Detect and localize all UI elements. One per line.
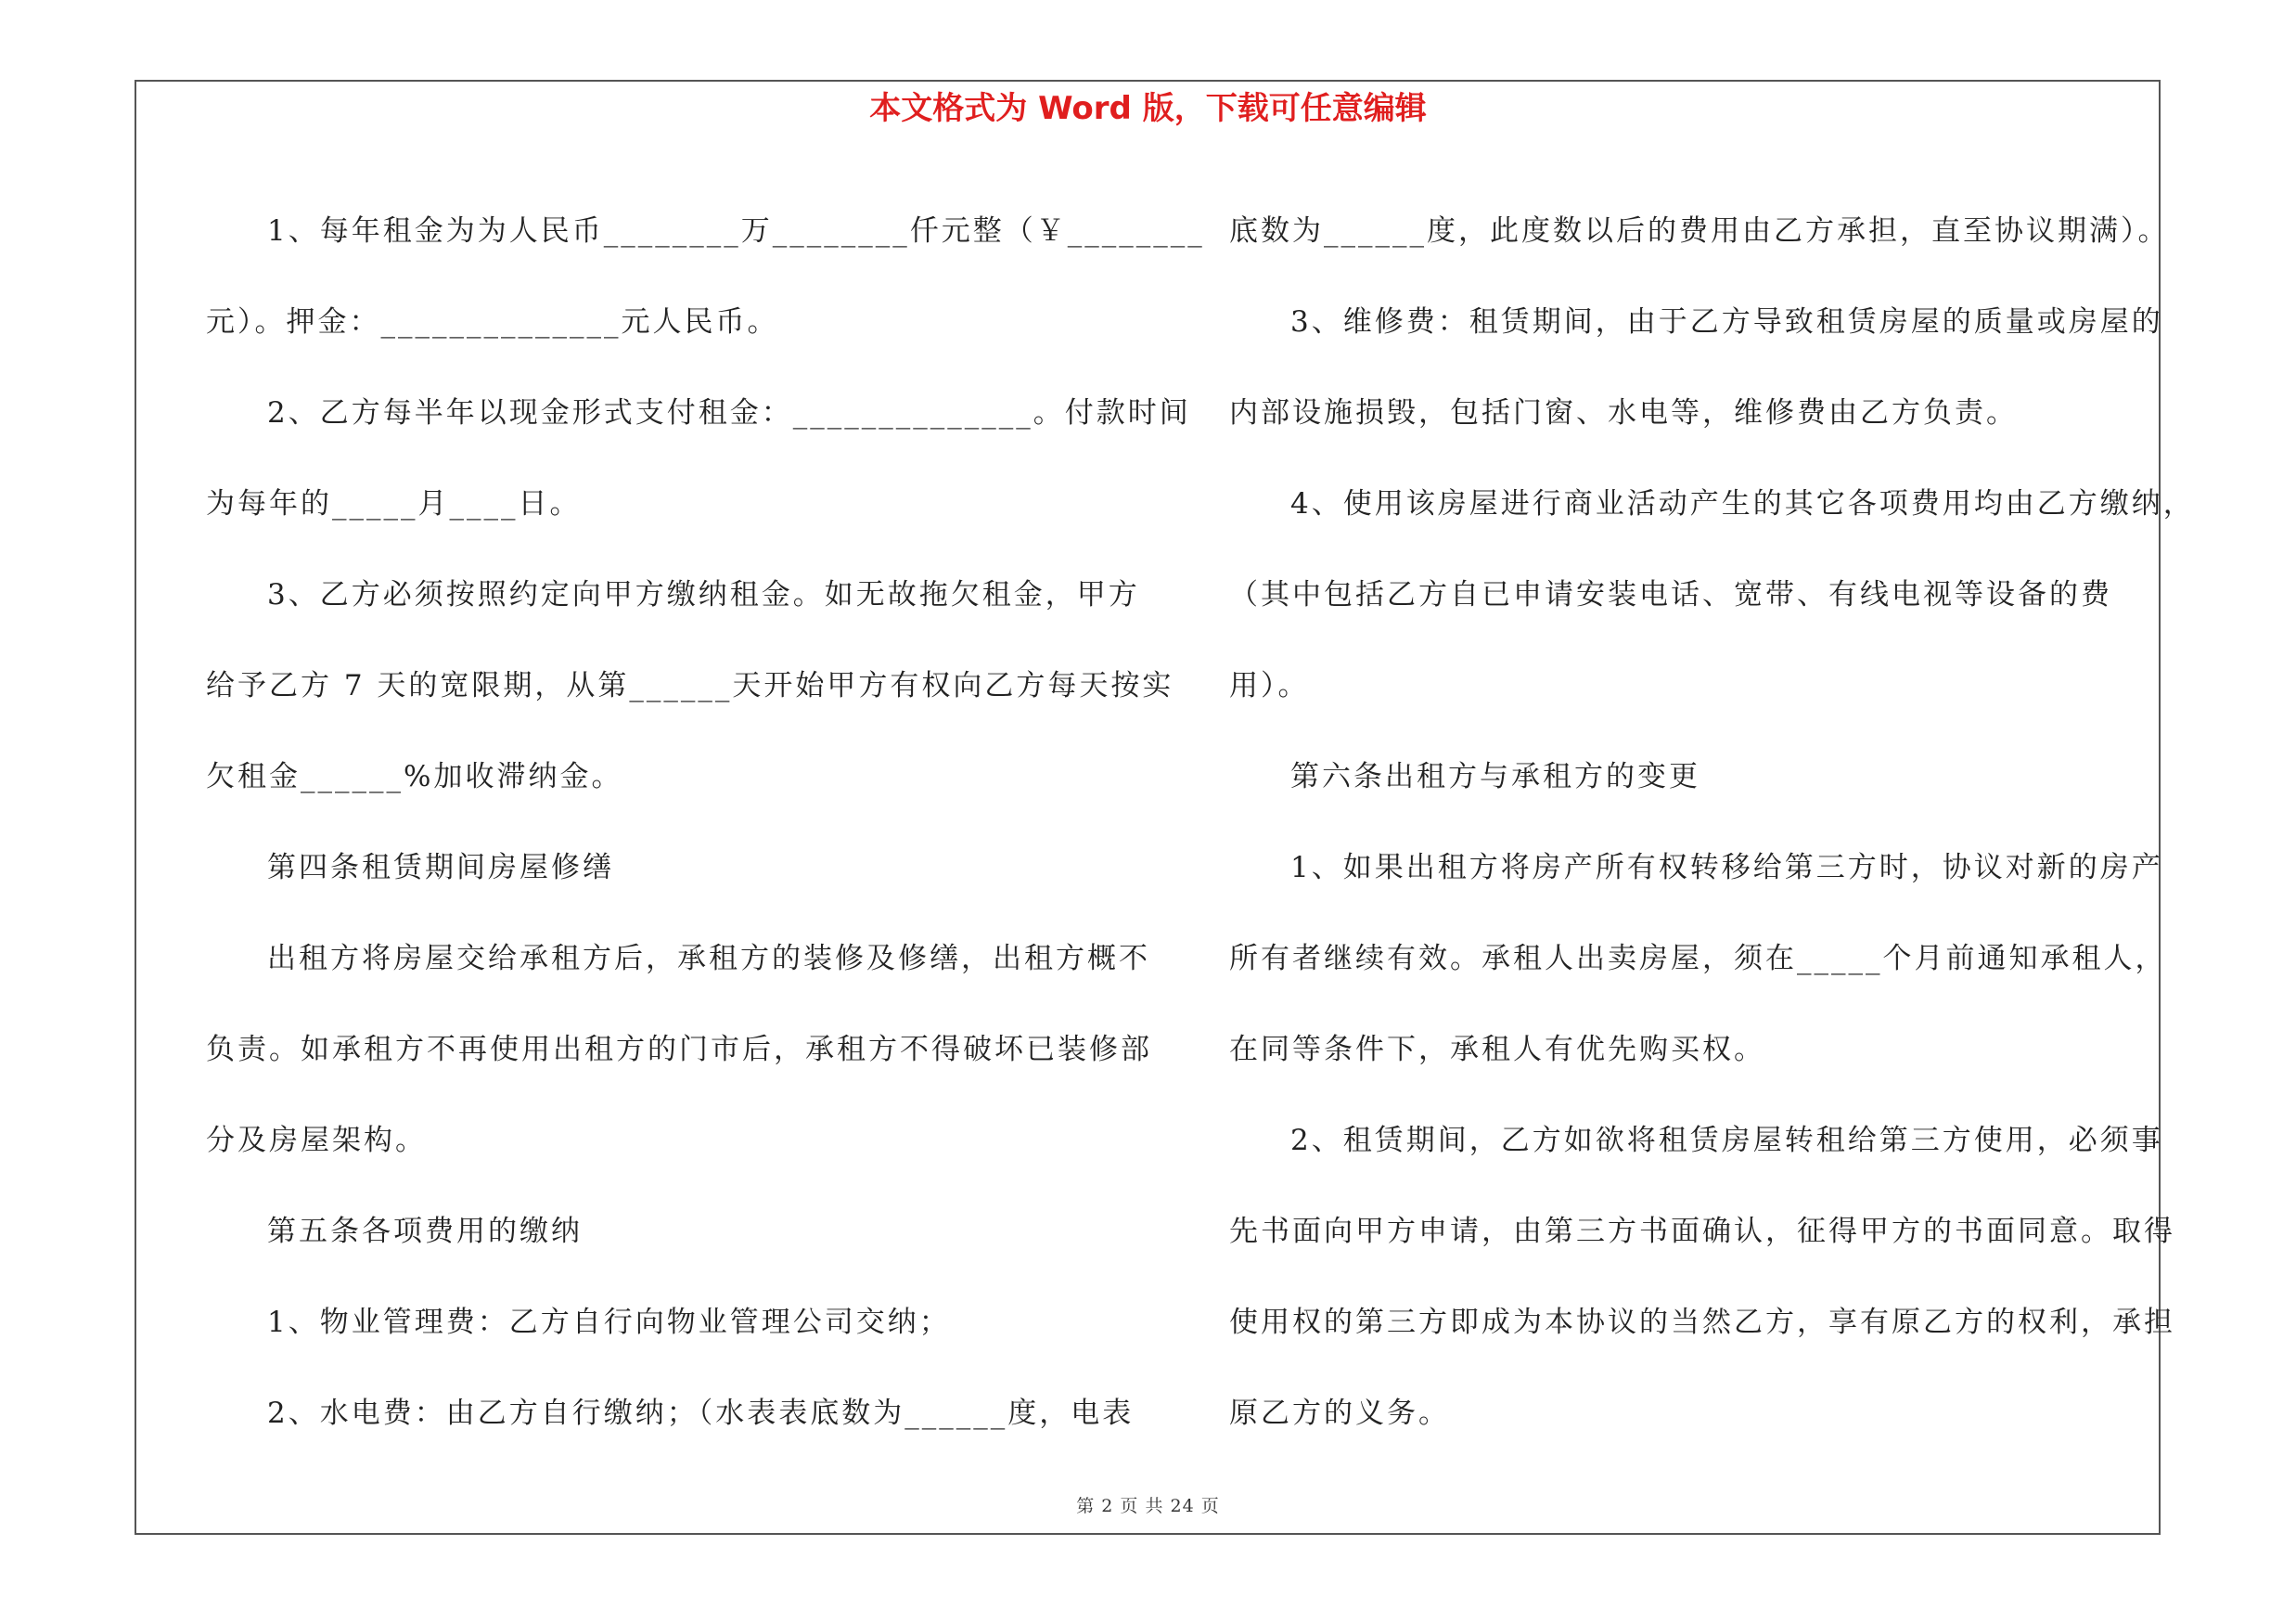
text-line: （其中包括乙方自已申请安装电话、宽带、有线电视等设备的费 <box>1229 578 2112 612</box>
text-line: 1、如果出租方将房产所有权转移给第三方时，协议对新的房产 <box>1290 851 2163 884</box>
text-line: 为每年的_____月____日。 <box>206 487 582 521</box>
text-line: 给予乙方 7 天的宽限期，从第______天开始甲方有权向乙方每天按实 <box>206 669 1174 702</box>
format-notice-banner: 本文格式为 Word 版，下载可任意编辑 <box>869 90 1427 127</box>
page-number-footer: 第 2 页 共 24 页 <box>1076 1496 1220 1516</box>
left-text-column <box>206 186 1205 1459</box>
text-line: 用）。 <box>1229 669 1310 702</box>
text-line: 2、水电费：由乙方自行缴纳；（水表表底数为______度，电表 <box>267 1397 1135 1430</box>
text-line: 第五条各项费用的缴纳 <box>267 1215 583 1248</box>
text-line: 1、物业管理费：乙方自行向物业管理公司交纳； <box>267 1306 951 1339</box>
text-line: 出租方将房屋交给承租方后，承租方的装修及修缮，出租方概不 <box>267 942 1150 975</box>
right-text-column <box>1229 186 2195 1459</box>
text-line: 2、租赁期间，乙方如欲将租赁房屋转租给第三方使用，必须事 <box>1290 1124 2163 1157</box>
text-line: 先书面向甲方申请，由第三方书面确认，征得甲方的书面同意。取得 <box>1229 1215 2175 1248</box>
text-line: 负责。如承租方不再使用出租方的门市后，承租方不得破坏已装修部 <box>206 1033 1152 1066</box>
text-line: 在同等条件下，承租人有优先购买权。 <box>1229 1033 1765 1066</box>
text-line: 第六条出租方与承租方的变更 <box>1290 760 1700 793</box>
text-line: 4、使用该房屋进行商业活动产生的其它各项费用均由乙方缴纳， <box>1290 487 2195 521</box>
text-line: 原乙方的义务。 <box>1229 1397 1450 1430</box>
text-line: 元）。押金：______________元人民币。 <box>206 305 779 339</box>
text-line: 使用权的第三方即成为本协议的当然乙方，享有原乙方的权利，承担 <box>1229 1306 2175 1339</box>
text-line: 所有者继续有效。承租人出卖房屋，须在_____个月前通知承租人， <box>1229 942 2167 975</box>
text-line: 底数为______度，此度数以后的费用由乙方承担，直至协议期满）。 <box>1229 214 2170 248</box>
text-line: 3、乙方必须按照约定向甲方缴纳租金。如无故拖欠租金，甲方 <box>267 578 1140 612</box>
text-line: 内部设施损毁，包括门窗、水电等，维修费由乙方负责。 <box>1229 396 2018 430</box>
text-line: 欠租金______%加收滞纳金。 <box>206 760 623 793</box>
text-line: 第四条租赁期间房屋修缮 <box>267 851 614 884</box>
text-line: 1、每年租金为为人民币________万________仟元整（￥________ <box>267 214 1205 248</box>
text-line: 分及房屋架构。 <box>206 1124 427 1157</box>
text-line: 3、维修费：租赁期间，由于乙方导致租赁房屋的质量或房屋的 <box>1290 305 2163 339</box>
text-line: 2、乙方每半年以现金形式支付租金：______________。付款时间 <box>267 396 1191 430</box>
